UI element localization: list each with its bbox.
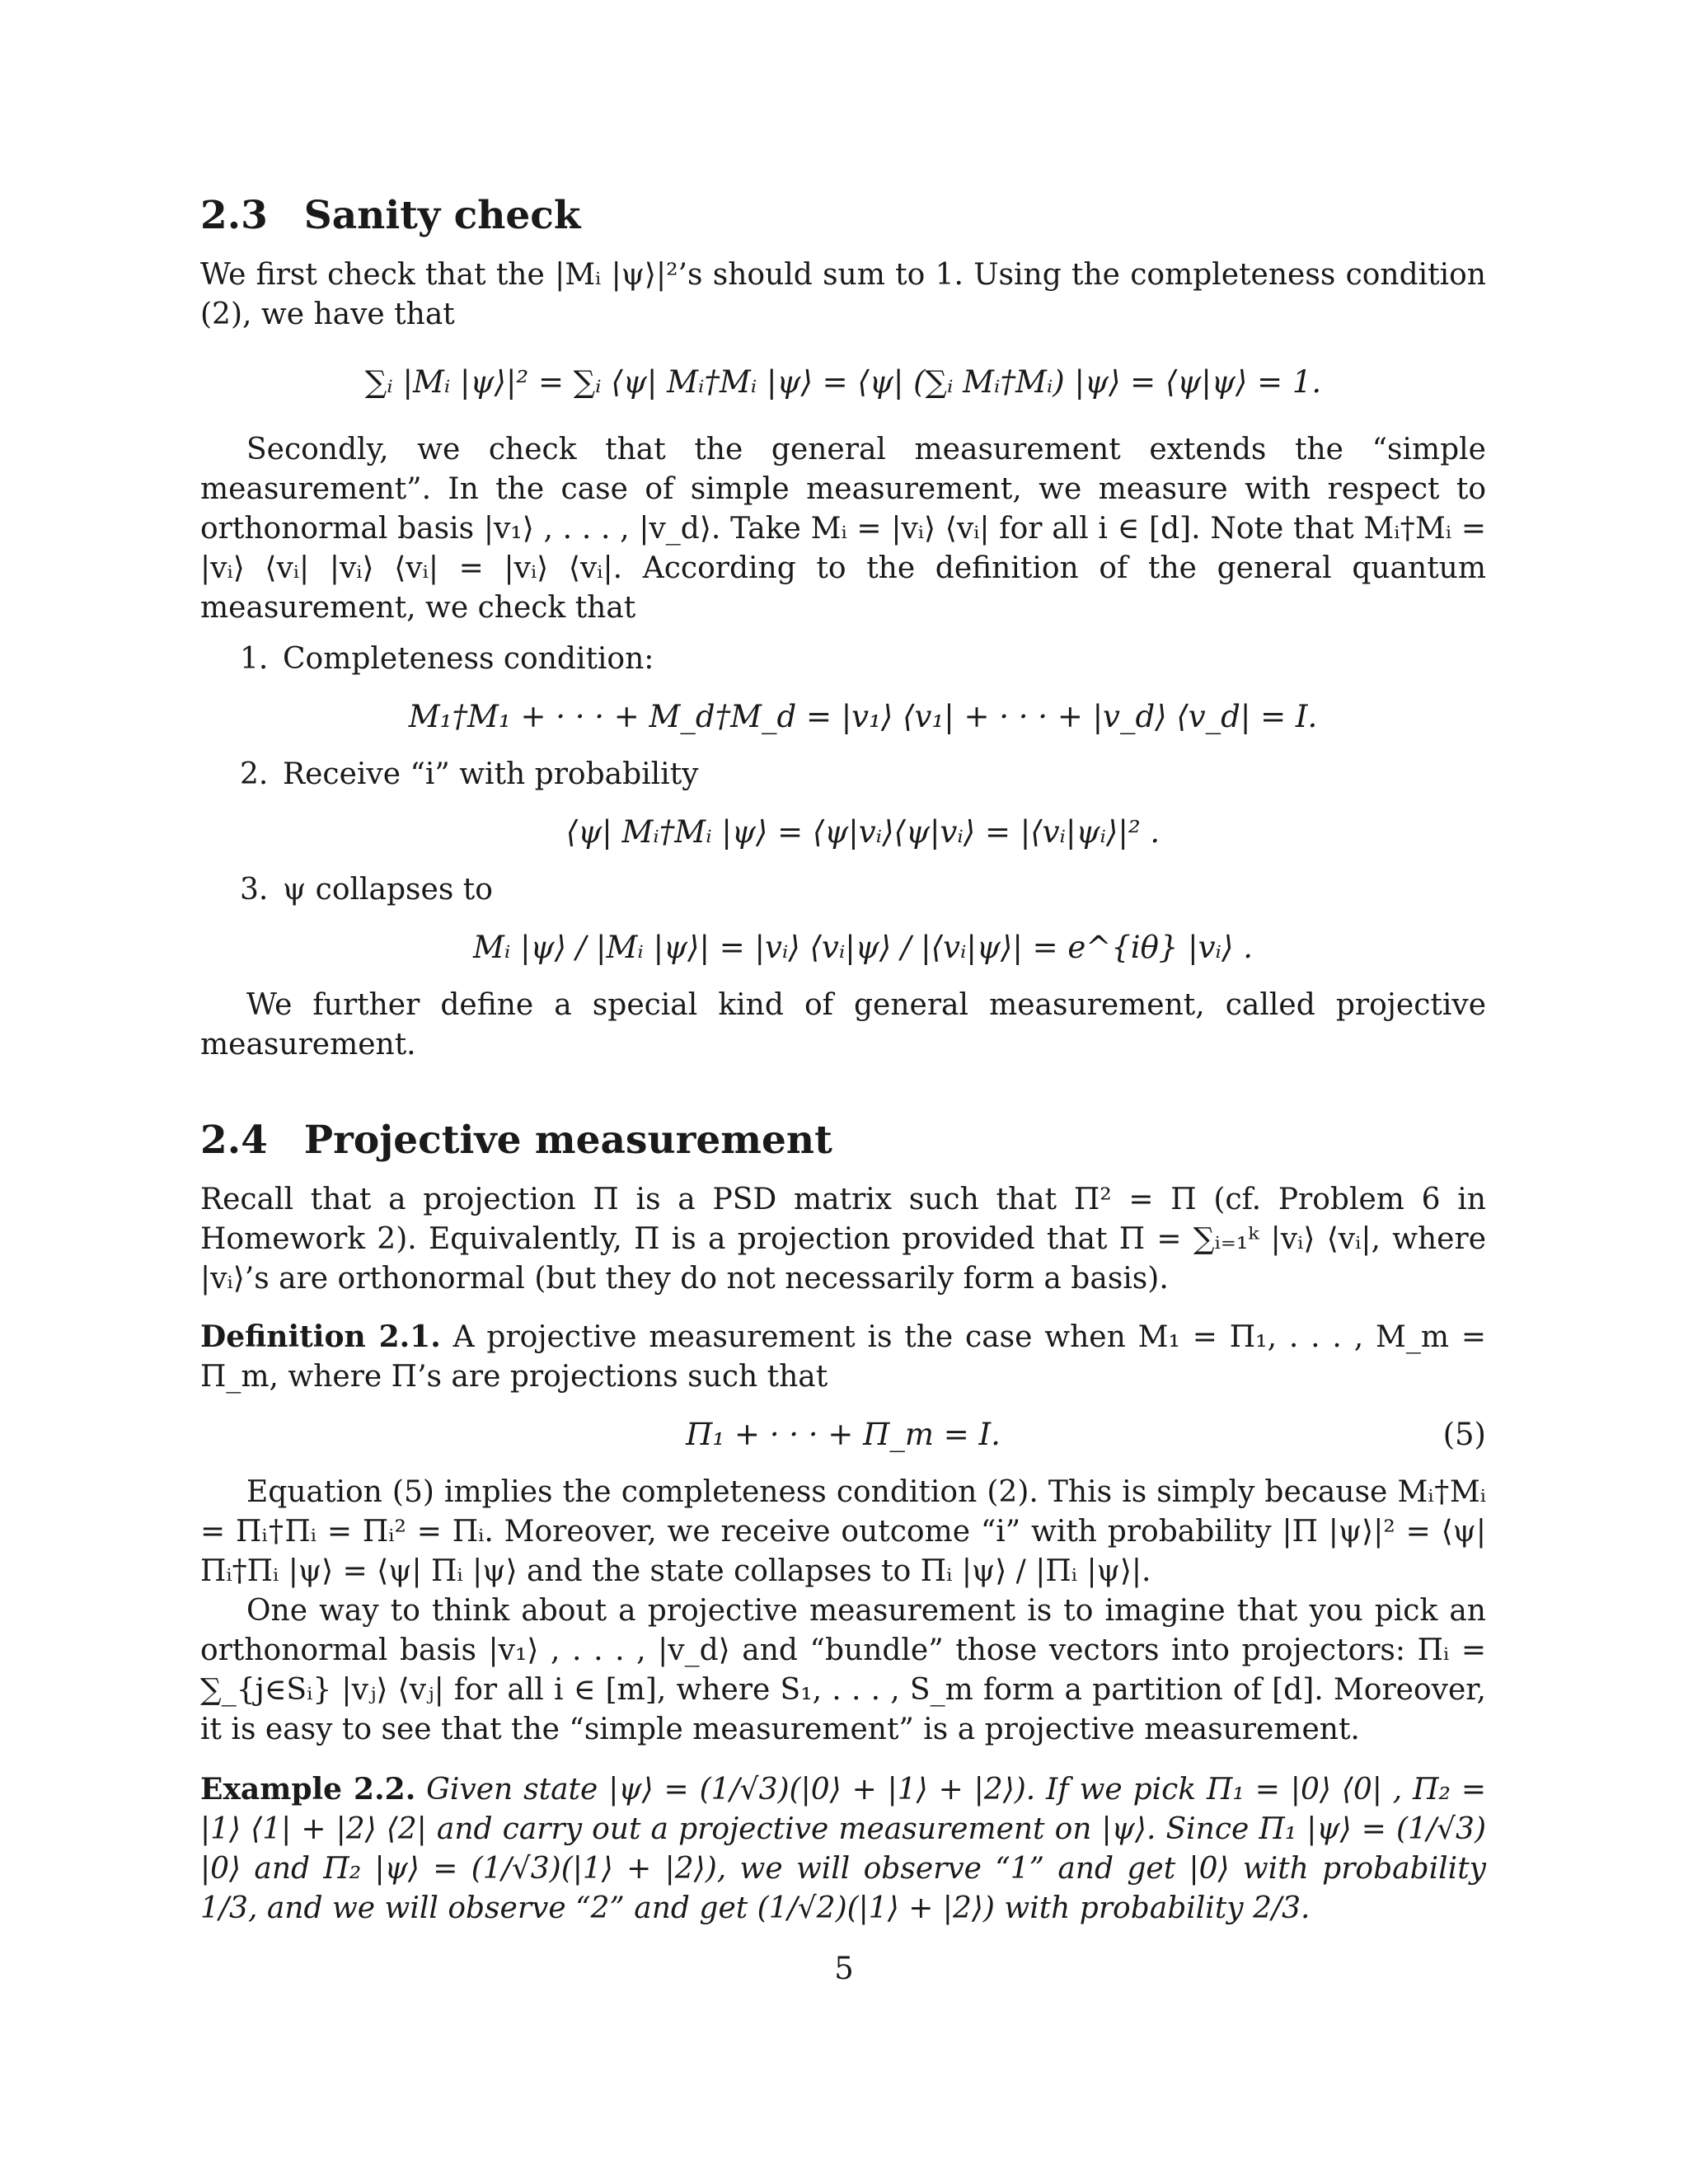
paragraph: Secondly, we check that the general measurement extends the “simple measurement”. In the case of simple measurement, we measure with respect to orthonormal basis |v₁⟩ , . . . , |v_d⟩. Take Mᵢ = |vᵢ⟩ ⟨vᵢ| for all i ∈ [d]. Note that Mᵢ†Mᵢ = |vᵢ⟩ ⟨vᵢ| |vᵢ⟩ ⟨vᵢ| = |vᵢ⟩ ⟨vᵢ|. According to the definition of the general quantum measurement, we check that bbox=[200, 433, 1486, 625]
section-number: 2.4 bbox=[200, 1118, 268, 1163]
list-item bbox=[240, 640, 1486, 740]
equation-5 bbox=[200, 1412, 1486, 1458]
list-item-text: Receive “i” with probability bbox=[283, 757, 699, 791]
paragraph: We first check that the |Mᵢ |ψ⟩|²’s should sum to 1. Using the completeness condition (2), we have that bbox=[200, 258, 1486, 331]
section-title: Sanity check bbox=[303, 193, 581, 238]
paragraph: Recall that a projection Π is a PSD matrix such that Π² = Π (cf. Problem 6 in Homework 2). Equivalently, Π is a projection provided that Π = ∑ᵢ₌₁ᵏ |vᵢ⟩ ⟨vᵢ|, where |vᵢ⟩’s are orthonormal (but they do not necessarily form a basis). bbox=[200, 1183, 1486, 1296]
list-item-number: 2. bbox=[240, 757, 269, 791]
paragraph: Equation (5) implies the completeness condition (2). This is simply because Mᵢ†Mᵢ = Πᵢ†Πᵢ = Πᵢ² = Πᵢ. Moreover, we receive outcome “i” with probability |Π |ψ⟩|² = ⟨ψ| Πᵢ†Πᵢ |ψ⟩ = ⟨ψ| Πᵢ |ψ⟩ and the state collapses to Πᵢ |ψ⟩ / |Πᵢ |ψ⟩|. bbox=[200, 1475, 1486, 1588]
page-content bbox=[200, 191, 1486, 1929]
section-number: 2.3 bbox=[200, 193, 268, 238]
list-item-text: Completeness condition: bbox=[283, 642, 654, 676]
section-heading-2-3 bbox=[200, 191, 1486, 241]
equation: M₁†M₁ + · · · + M_d†M_d = |v₁⟩ ⟨v₁| + · · · + |v_d⟩ ⟨v_d| = I. bbox=[408, 699, 1318, 734]
equation: ⟨ψ| Mᵢ†Mᵢ |ψ⟩ = ⟨ψ|vᵢ⟩⟨ψ|vᵢ⟩ = |⟨vᵢ|ψᵢ⟩|² . bbox=[565, 814, 1160, 850]
definition bbox=[200, 1317, 1486, 1397]
paragraph: We further define a special kind of general measurement, called projective measurement. bbox=[200, 988, 1486, 1062]
section-heading-2-4 bbox=[200, 1116, 1486, 1165]
list-item-text: ψ collapses to bbox=[283, 873, 493, 907]
equation-number: (5) bbox=[1442, 1417, 1486, 1452]
example-text: Given state |ψ⟩ = (1/√3)(|0⟩ + |1⟩ + |2⟩). If we pick Π₁ = |0⟩ ⟨0| , Π₂ = |1⟩ ⟨1| + |2⟩ ⟨2| and carry out a projective measurement on |ψ⟩. Since Π₁ |ψ⟩ = (1/√3) |0⟩ and Π₂ |ψ⟩ = (1/√3)(|1⟩ + |2⟩), we will observe “1” and get |0⟩ with probability 1/3, and we will observe “2” and get (1/√2)(|1⟩ + |2⟩) with probability 2/3. bbox=[200, 1773, 1486, 1925]
section-title: Projective measurement bbox=[303, 1118, 832, 1163]
list-item bbox=[240, 755, 1486, 855]
enumerated-list bbox=[200, 640, 1486, 971]
equation: Π₁ + · · · + Π_m = I. bbox=[686, 1417, 1001, 1452]
equation: ∑ᵢ |Mᵢ |ψ⟩|² = ∑ᵢ ⟨ψ| Mᵢ†Mᵢ |ψ⟩ = ⟨ψ| (∑ᵢ Mᵢ†Mᵢ) |ψ⟩ = ⟨ψ|ψ⟩ = 1. bbox=[364, 364, 1322, 400]
example-label: Example 2.2. bbox=[200, 1772, 416, 1807]
paragraph: One way to think about a projective measurement is to imagine that you pick an orthonormal basis |v₁⟩ , . . . , |v_d⟩ and “bundle” those vectors into projectors: Πᵢ = ∑_{j∈Sᵢ} |vⱼ⟩ ⟨vⱼ| for all i ∈ [m], where S₁, . . . , S_m form a partition of [d]. Moreover, it is easy to see that the “simple measurement” is a projective measurement. bbox=[200, 1594, 1486, 1746]
list-item-number: 1. bbox=[240, 642, 269, 676]
example bbox=[200, 1769, 1486, 1929]
list-item-number: 3. bbox=[240, 873, 269, 907]
list-item bbox=[240, 870, 1486, 971]
page-number: 5 bbox=[834, 1951, 854, 1986]
equation: Mᵢ |ψ⟩ / |Mᵢ |ψ⟩| = |vᵢ⟩ ⟨vᵢ|ψ⟩ / |⟨vᵢ|ψ⟩| = e^{iθ} |vᵢ⟩ . bbox=[473, 930, 1253, 965]
definition-text: A projective measurement is the case when M₁ = Π₁, . . . , M_m = Π_m, where Π’s are projections such that bbox=[200, 1320, 1486, 1394]
definition-label: Definition 2.1. bbox=[200, 1319, 441, 1354]
